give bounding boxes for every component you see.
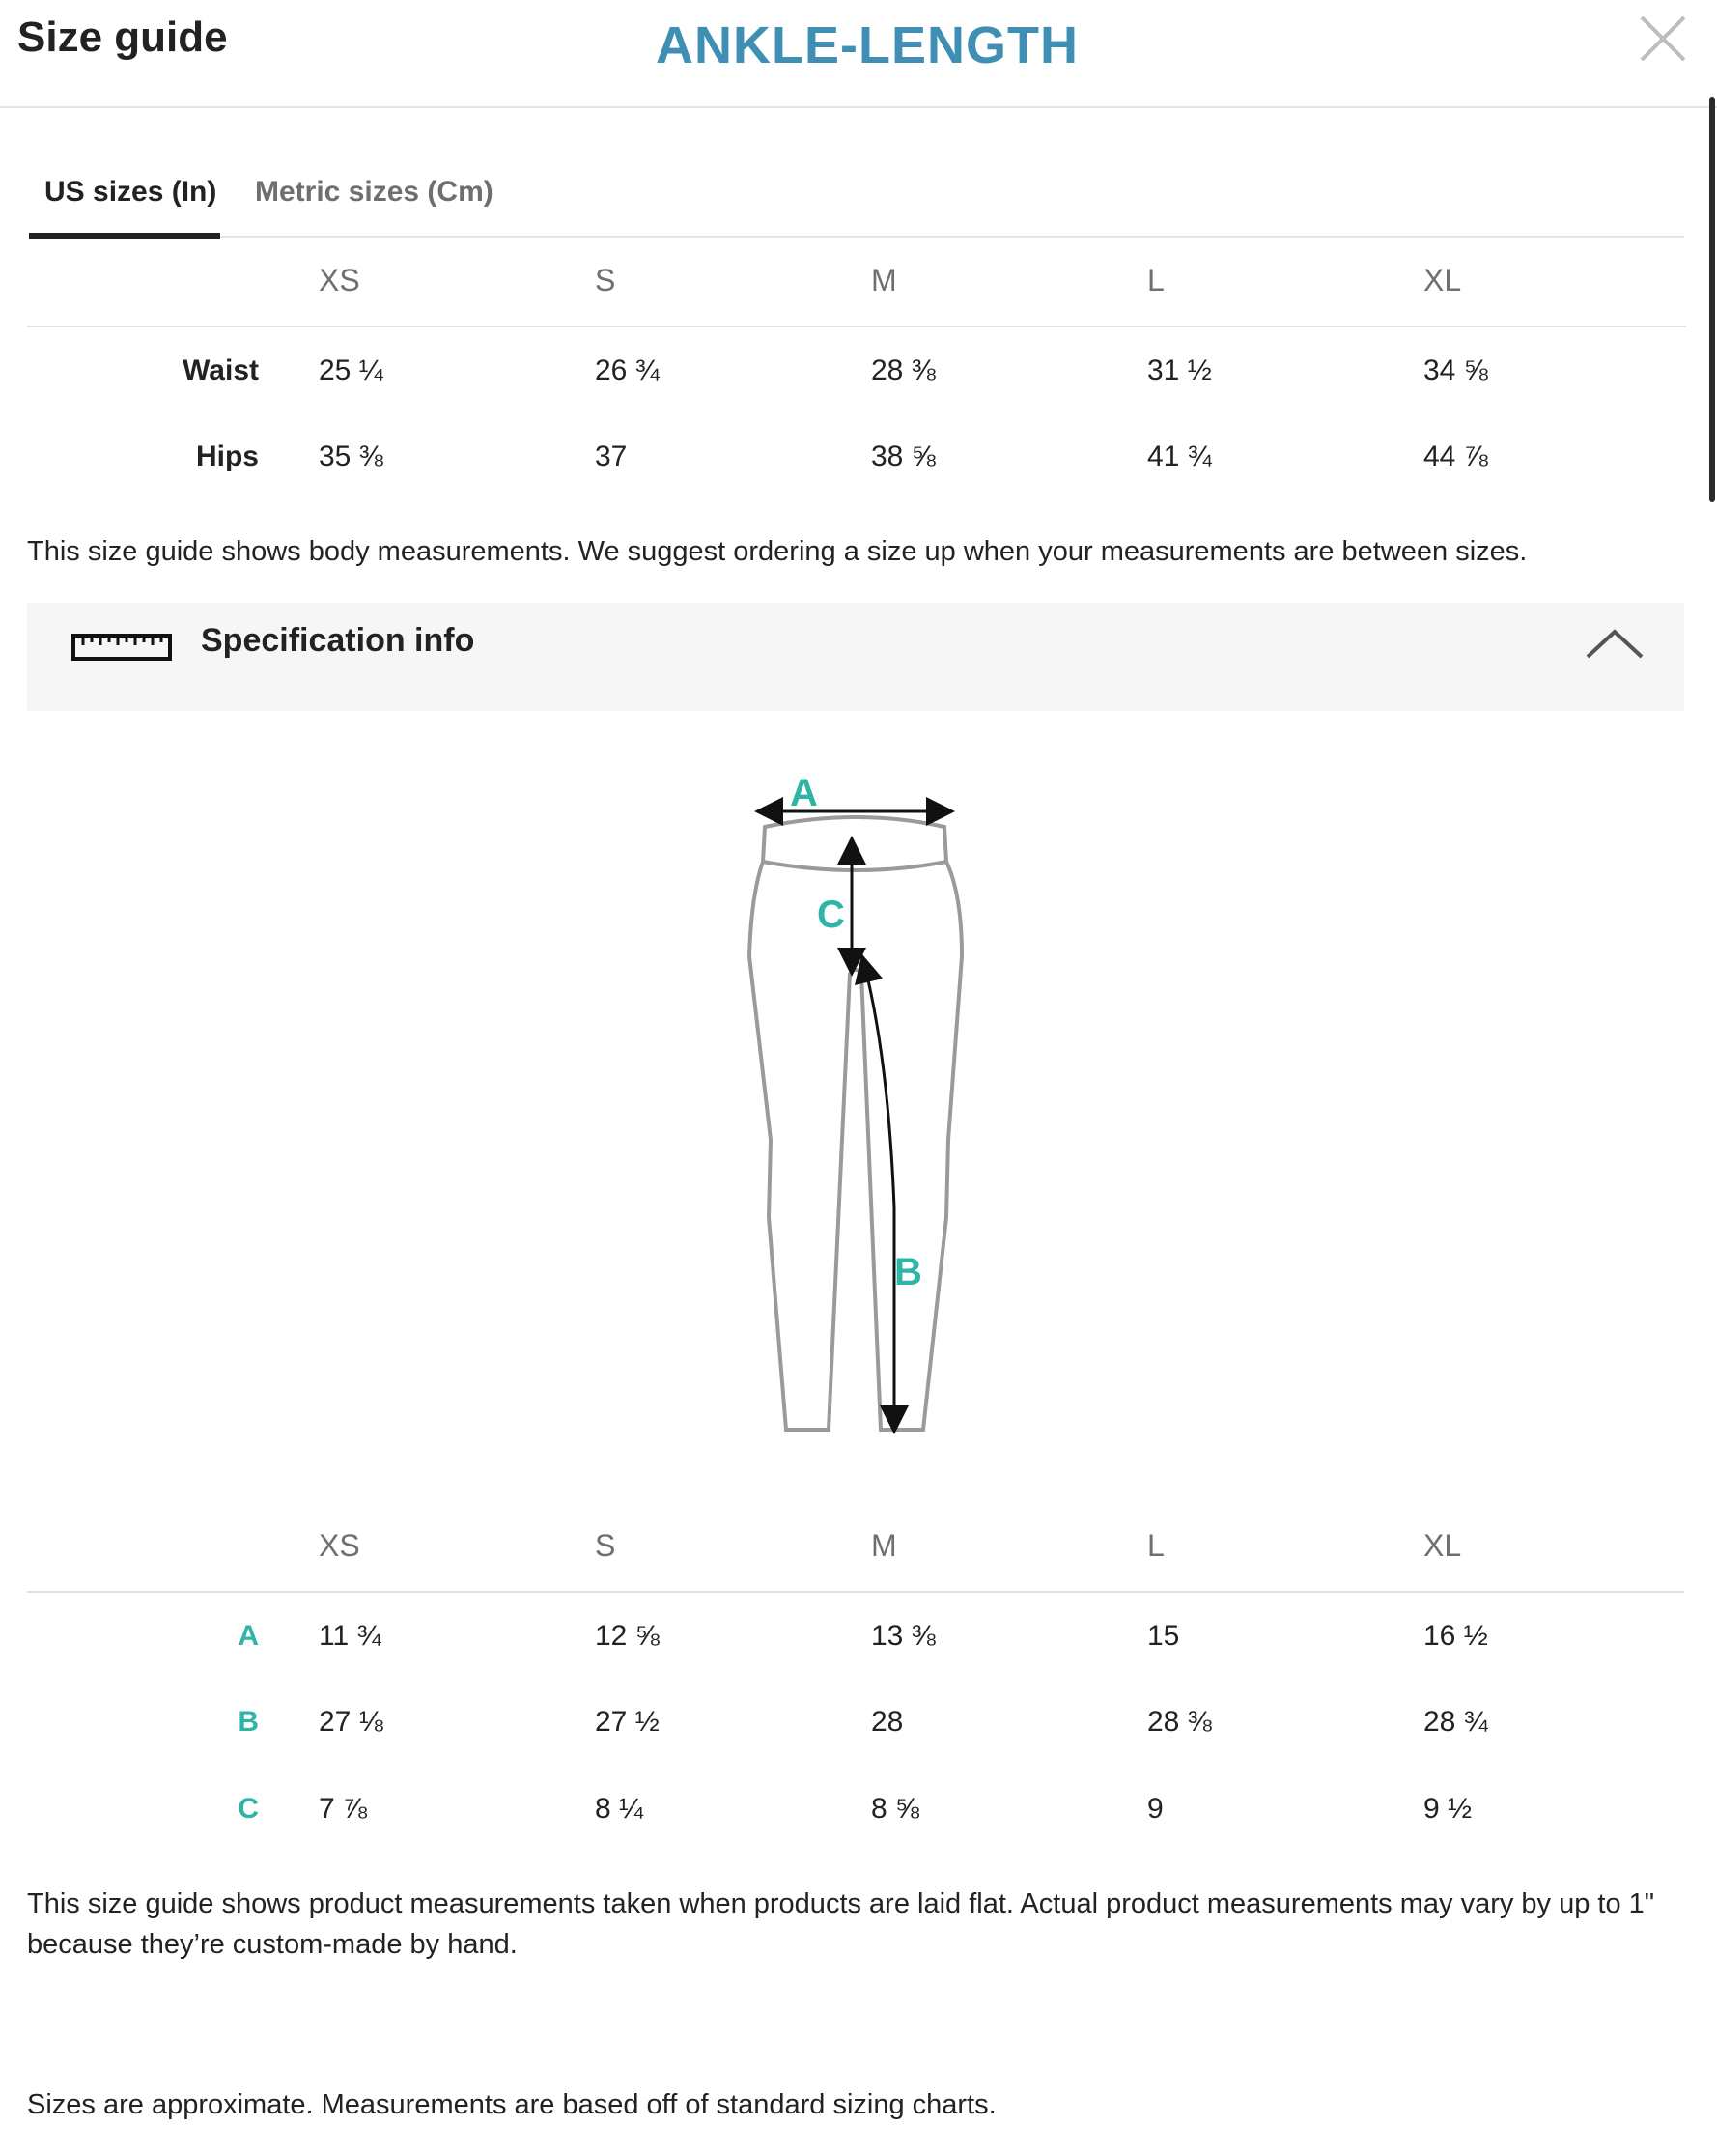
table-cell: 44 ⅞ <box>1423 440 1488 472</box>
leggings-measurement-diagram <box>734 763 985 1439</box>
column-header: L <box>1147 263 1165 298</box>
table-cell: 15 <box>1147 1619 1180 1652</box>
table-header-row <box>27 1501 1684 1592</box>
table-cell: 34 ⅝ <box>1423 354 1488 386</box>
table-cell: 28 <box>871 1706 904 1738</box>
table-row <box>27 1766 1684 1853</box>
table-cell: 8 ¼ <box>595 1793 644 1825</box>
table-cell: 28 ⅜ <box>1147 1706 1212 1738</box>
table-cell: 13 ⅜ <box>871 1619 936 1652</box>
table-cell: 27 ⅛ <box>319 1706 383 1738</box>
table-cell: 27 ½ <box>595 1706 660 1738</box>
column-header: S <box>595 263 616 298</box>
approximate-sizes-note: Sizes are approximate. Measurements are based off of standard sizing charts. <box>27 2089 997 2120</box>
column-header: XL <box>1423 1528 1462 1563</box>
table-cell: 41 ¾ <box>1147 440 1212 472</box>
column-header: XS <box>319 263 360 298</box>
header-empty <box>27 1501 319 1592</box>
table-row <box>27 1592 1684 1679</box>
product-measurements-note: This size guide shows product measurements taken when products are laid flat. Actual product measurements may vary by up to 1" because they’re custom-made by hand. <box>27 1888 1655 1960</box>
column-header: S <box>595 1528 616 1563</box>
column-header: M <box>871 263 897 298</box>
column-header: M <box>871 1528 897 1563</box>
close-icon[interactable] <box>1632 8 1694 70</box>
table-cell: 12 ⅝ <box>595 1619 660 1652</box>
unit-tabs <box>29 155 1684 238</box>
table-cell: 28 ⅜ <box>871 354 936 386</box>
table-cell: 9 ½ <box>1423 1793 1473 1825</box>
tab-metric-sizes[interactable]: Metric sizes (Cm) <box>255 176 493 208</box>
table-cell: 7 ⅞ <box>319 1793 368 1825</box>
table-row <box>27 326 1686 413</box>
table-cell: 35 ⅜ <box>319 440 383 472</box>
tab-us-sizes[interactable]: US sizes (In) <box>44 176 217 208</box>
table-row <box>27 413 1686 500</box>
leggings-outline <box>749 817 962 1430</box>
modal-title: Size guide <box>17 14 228 61</box>
table-row <box>27 1679 1684 1766</box>
table-cell: 16 ½ <box>1423 1619 1488 1652</box>
diagram-label-b: B <box>894 1251 922 1293</box>
column-header: L <box>1147 1528 1165 1563</box>
waistband-line <box>763 862 946 870</box>
table-cell: 31 ½ <box>1147 354 1212 386</box>
header-empty <box>27 236 319 326</box>
table-cell: 28 ¾ <box>1423 1706 1488 1738</box>
column-header: XS <box>319 1528 360 1563</box>
modal-header <box>0 0 1717 108</box>
ruler-icon <box>71 632 172 663</box>
row-label: A <box>238 1619 259 1652</box>
row-label: Hips <box>195 440 259 472</box>
body-measurements-note: This size guide shows body measurements. We suggest ordering a size up when your measurements are between sizes. <box>27 536 1528 567</box>
specification-info-label: Specification info <box>201 622 475 659</box>
row-label: C <box>238 1793 259 1825</box>
body-measurements-table <box>27 236 1686 500</box>
diagram-label-a: A <box>790 772 818 814</box>
table-cell: 8 ⅝ <box>871 1793 920 1825</box>
table-cell: 9 <box>1147 1793 1164 1825</box>
table-header-row <box>27 236 1686 326</box>
table-cell: 38 ⅝ <box>871 440 936 472</box>
product-heading: ANKLE-LENGTH <box>656 16 1079 74</box>
table-cell: 25 ¼ <box>319 354 383 386</box>
table-cell: 11 ¾ <box>319 1619 381 1652</box>
diagram-label-c: C <box>817 894 845 936</box>
table-cell: 26 ¾ <box>595 354 660 386</box>
scrollbar[interactable] <box>1709 97 1715 502</box>
row-label: Waist <box>183 354 259 386</box>
table-cell: 37 <box>595 440 628 472</box>
specification-info-toggle[interactable] <box>27 603 1684 711</box>
product-measurements-table <box>27 1501 1684 1853</box>
column-header: XL <box>1423 263 1462 298</box>
row-label: B <box>238 1706 259 1738</box>
chevron-up-icon[interactable] <box>1584 624 1646 663</box>
